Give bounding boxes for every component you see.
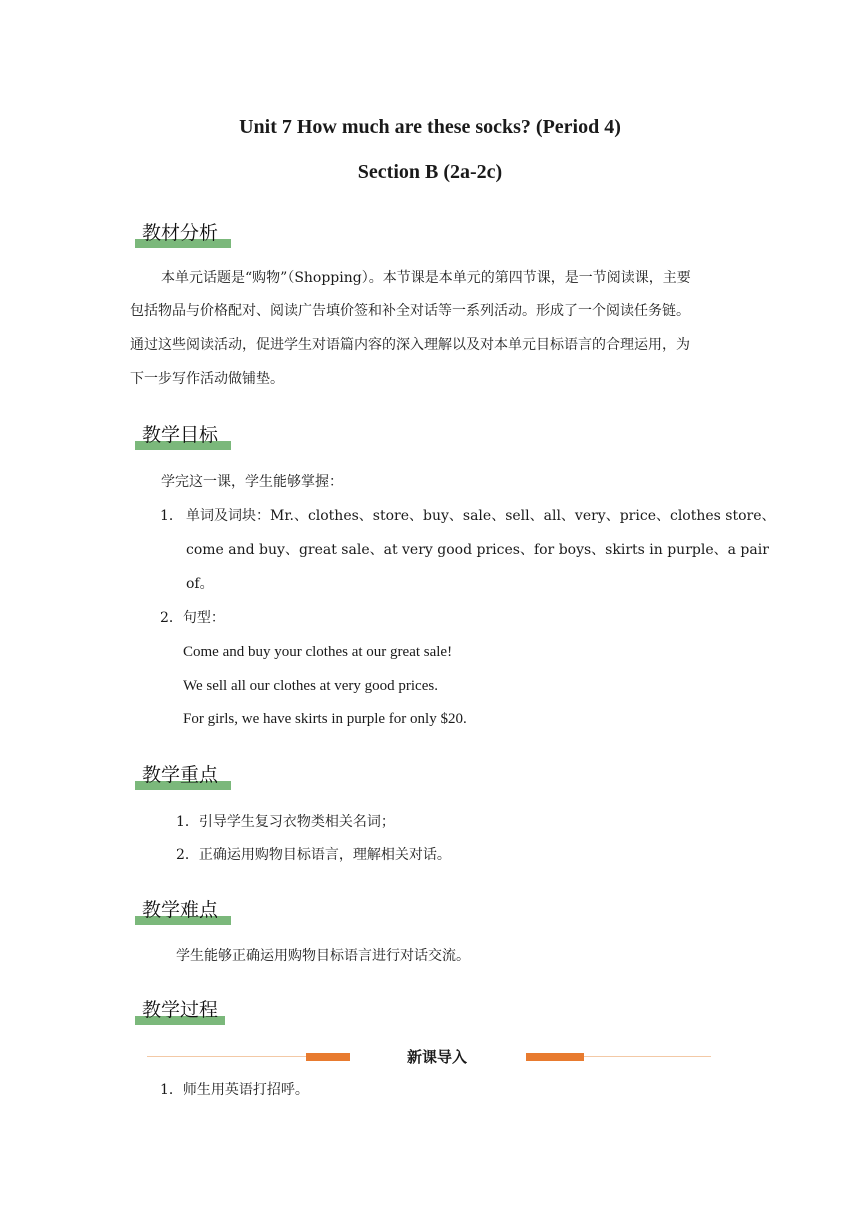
page-title: Unit 7 How much are these socks? (Period 4)	[239, 116, 621, 138]
goals-item1-number: 1．	[160, 508, 183, 524]
page-subtitle: Section B (2a-2c)	[357, 161, 503, 183]
process-step-1: 1．师生用英语打招呼。	[160, 1082, 309, 1098]
goals-item1-line-1: 单词及词块：Mr.、clothes、store、buy、sale、sell、all、very、price、clothes store、	[186, 508, 776, 524]
key-point-2: 2．正确运用购物目标语言，理解相关对话。	[176, 847, 451, 863]
divider-label: 新课导入	[406, 1048, 467, 1066]
section-heading-label: 教学重点	[142, 764, 219, 786]
goals-item2: 2．句型：	[160, 610, 225, 626]
goals-item1-line-2: come and buy、great sale、at very good prices、for boys、skirts in purple、a pair	[186, 542, 769, 558]
difficulty-text: 学生能够正确运用购物目标语言进行对话交流。	[176, 948, 470, 964]
section-heading-label: 教学目标	[142, 424, 219, 446]
key-point-1: 1．引导学生复习衣物类相关名词；	[176, 814, 395, 830]
section-heading-label: 教学难点	[142, 899, 219, 921]
goals-intro: 学完这一课，学生能够掌握：	[161, 474, 343, 490]
section-heading-label: 教学过程	[142, 999, 219, 1021]
analysis-line-1: 本单元话题是“购物”（Shopping）。本节课是本单元的第四节课，是一节阅读课，主要	[161, 270, 691, 286]
goals-item1-line-3: of。	[186, 576, 214, 592]
analysis-line-2: 包括物品与价格配对、阅读广告填价签和补全对话等一系列活动。形成了一个阅读任务链。	[130, 303, 690, 319]
divider-line-left	[147, 1056, 307, 1057]
divider-accent-right	[526, 1053, 584, 1061]
analysis-line-4: 下一步写作活动做铺垫。	[130, 371, 284, 387]
divider-accent-left	[306, 1053, 350, 1061]
divider-line-right	[584, 1056, 711, 1057]
section-heading-label: 教材分析	[142, 222, 219, 244]
goals-sentence-1: Come and buy your clothes at our great sale!	[183, 644, 453, 660]
goals-sentence-3: For girls, we have skirts in purple for only $20.	[183, 711, 467, 727]
analysis-line-3: 通过这些阅读活动，促进学生对语篇内容的深入理解以及对本单元目标语言的合理运用，为	[130, 337, 690, 353]
goals-sentence-2: We sell all our clothes at very good prices.	[183, 678, 438, 694]
